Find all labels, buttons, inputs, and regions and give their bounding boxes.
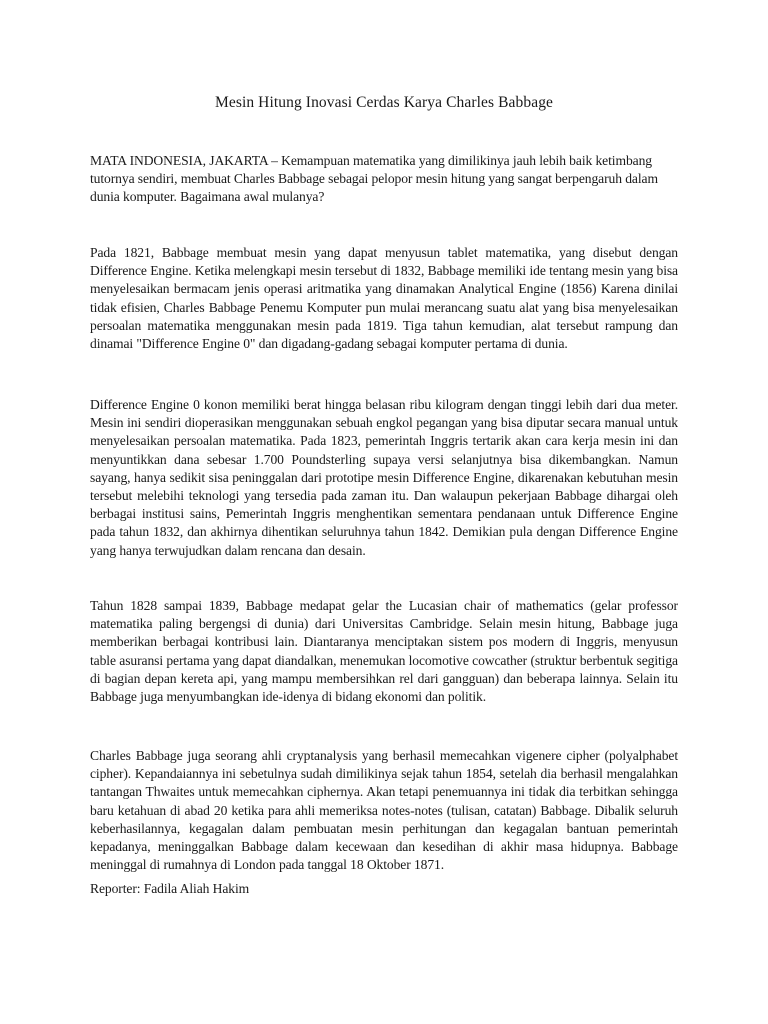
paragraph-cryptanalysis: Charles Babbage juga seorang ahli cryptanalysis yang berhasil memecahkan vigenere cipher (polyalphabet cipher). Kepandaiannya ini sebetulnya sudah dimilikinya sejak tahun 1854, setelah dia berhasil mengalahkan tantangan Thwaites untuk memecahkan ciphernya. Akan tetapi penemuannya ini tidak dia terbitkan sehingga baru ketahuan di abad 20 ketika para ahli memeriksa notes-notes (tulisan, catatan) Babbage. Dibalik seluruh keberhasilannya, kegagalan dalam pembuatan mesin perhitungan dan kegagalan bantuan pemerintah kepadanya, meninggalkan Babbage dalam kecewaan dan kesedihan di akhir masa hidupnya. Babbage meninggal di rumahnya di London pada tanggal 18 Oktober 1871. [90,748,678,873]
paragraph-difference-engine-0: Difference Engine 0 konon memiliki berat hingga belasan ribu kilogram dengan tinggi lebih dari dua meter. Mesin ini sendiri dioperasikan menggunakan sebuah engkol pegangan yang bisa diputar secara manual untuk menyelesaikan persoalan matematika. Pada 1823, pemerintah Inggris tertarik akan cara kerja mesin ini dan menyuntikkan dana sebesar 1.700 Poundsterling supaya versi selanjutnya bisa dikembangkan. Namun sayang, hanya sedikit sisa peninggalan dari prototipe mesin Difference Engine, dikarenakan kebutuhan mesin tersebut melebihi teknologi yang tersedia pada zaman itu. Dan walaupun pekerjaan Babbage dihargai oleh berbagai institusi sains, Pemerintah Inggris menghentikan sementara pendanaan untuk Difference Engine pada tahun 1832, dan akhirnya dihentikan seluruhnya tahun 1842. Demikian pula dengan Difference Engine yang hanya terwujudkan dalam rencana dan desain. [90,397,678,558]
paragraph-lucasian-chair: Tahun 1828 sampai 1839, Babbage medapat gelar the Lucasian chair of mathematics (gelar professor matematika paling bergengsi di dunia) dari Universitas Cambridge. Selain mesin hitung, Babbage juga memberikan berbagai kontribusi lain. Diantaranya menciptakan sistem pos modern di Inggris, menyusun table asuransi pertama yang dapat diandalkan, menemukan locomotive cowcather (struktur berbentuk segitiga di bagian depan kereta api, yang mampu membersihkan rel dari gangguan) dan beberapa lainnya. Selain itu Babbage juga menyumbangkan ide-idenya di bidang ekonomi dan politik. [90,598,678,705]
reporter-credit: Reporter: Fadila Aliah Hakim [90,881,250,896]
paragraph-intro: MATA INDONESIA, JAKARTA – Kemampuan matematika yang dimilikinya jauh lebih baik ketimbang tutornya sendiri, membuat Charles Babbage sebagai pelopor mesin hitung yang sangat berpengaruh dalam dunia komputer. Bagaimana awal mulanya? [90,153,658,205]
paragraph-difference-engine-origin: Pada 1821, Babbage membuat mesin yang dapat menyusun tablet matematika, yang disebut dengan Difference Engine. Ketika melengkapi mesin tersebut di 1832, Babbage memiliki ide tentang mesin yang bisa menyelesaikan bermacam jenis operasi aritmatika yang dinamakan Analytical Engine (1856) Karena dinilai tidak efisien, Charles Babbage Penemu Komputer pun mulai merancang suatu alat yang bisa menyelesaikan persoalan matematika menggunakan mesin pada 1819. Tiga tahun kemudian, alat tersebut rampung dan dinamai "Difference Engine 0" dan digadang-gadang sebagai komputer pertama di dunia. [90,245,678,352]
document-title: Mesin Hitung Inovasi Cerdas Karya Charles Babbage [214,94,554,111]
